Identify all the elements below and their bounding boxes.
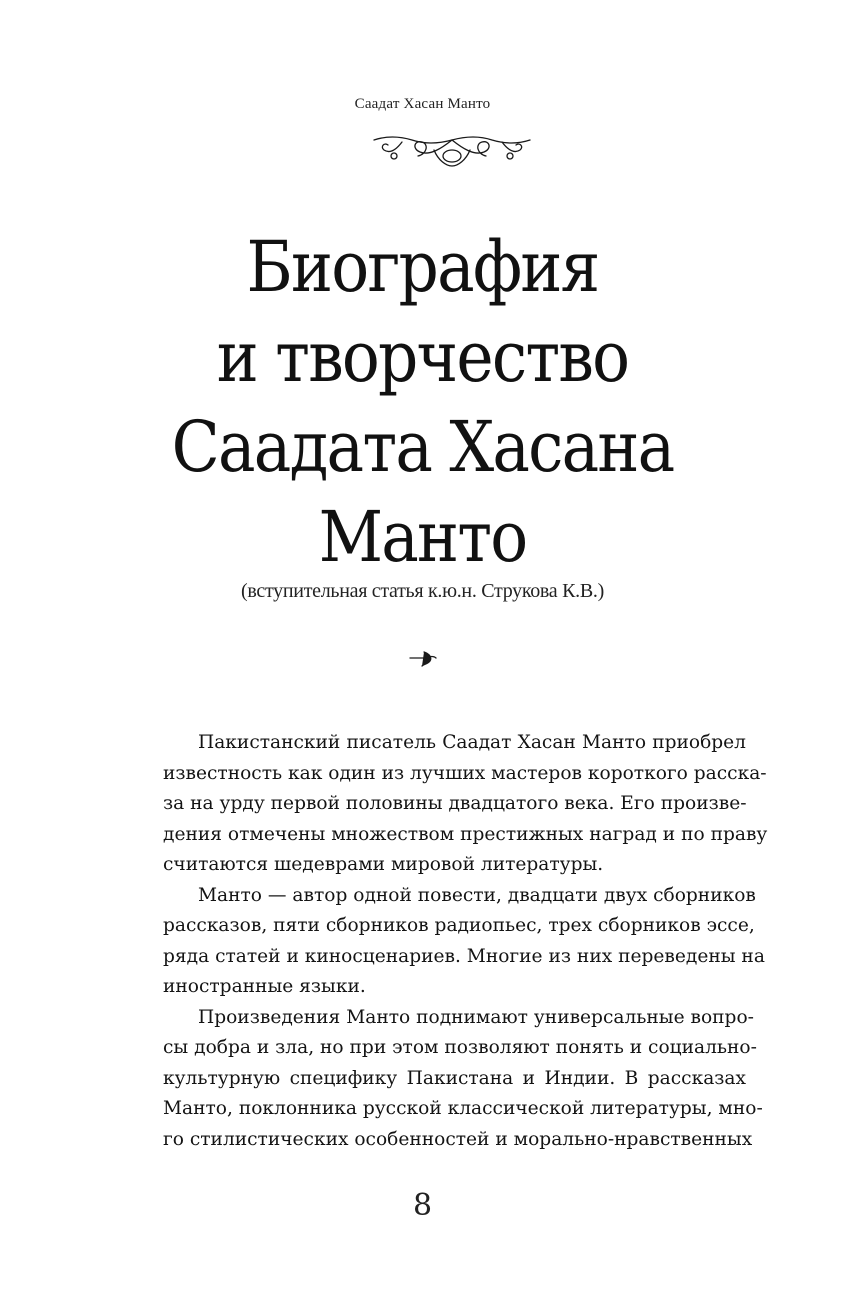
text-line: ряда статей и киносценариев. Многие из них переведены на [163,945,765,967]
text-line: Манто — автор одной повести, двадцати двух сборников [198,884,756,906]
text-line: рассказов, пяти сборников радиопьес, трех сборников эссе, [163,915,755,936]
text-line: иностранные языки. [163,976,366,997]
text-line: Пакистанский писатель Саадат Хасан Манто приобрел [198,732,746,753]
title-line: и творчество [216,316,629,398]
text-line: за на урду первой половины двадцатого века. Его произве- [163,793,747,814]
text-line: Произведения Манто поднимают универсальные вопро- [198,1006,754,1028]
text-line: дения отмечены множеством престижных наград и по праву [163,823,768,845]
leaf-dingbat-icon [408,648,440,668]
text-line: Манто, поклонника русской классической литературы, мно- [163,1098,763,1119]
text-line: культурную специфику Пакистана и Индии. В рассказах [163,1067,746,1089]
running-head: Саадат Хасан Манто [354,96,491,112]
title-line: Биография [246,226,599,308]
calligraphic-flourish-icon [372,126,532,170]
text-line: сы добра и зла, но при этом позволяют понять и социально- [163,1037,757,1058]
chapter-subtitle: (вступительная статья к.ю.н. Струкова К.В.) [241,580,604,602]
page-number: 8 [412,1188,433,1223]
text-line: го стилистических особенностей и морально-нравственных [163,1128,753,1150]
title-line: Манто [318,496,527,578]
text-line: считаются шедеврами мировой литературы. [163,854,604,875]
title-line: Саадата Хасана [171,406,674,488]
text-line: известность как один из лучших мастеров короткого расска- [163,762,767,784]
body-text [163,728,768,1155]
chapter-title [42,222,803,582]
